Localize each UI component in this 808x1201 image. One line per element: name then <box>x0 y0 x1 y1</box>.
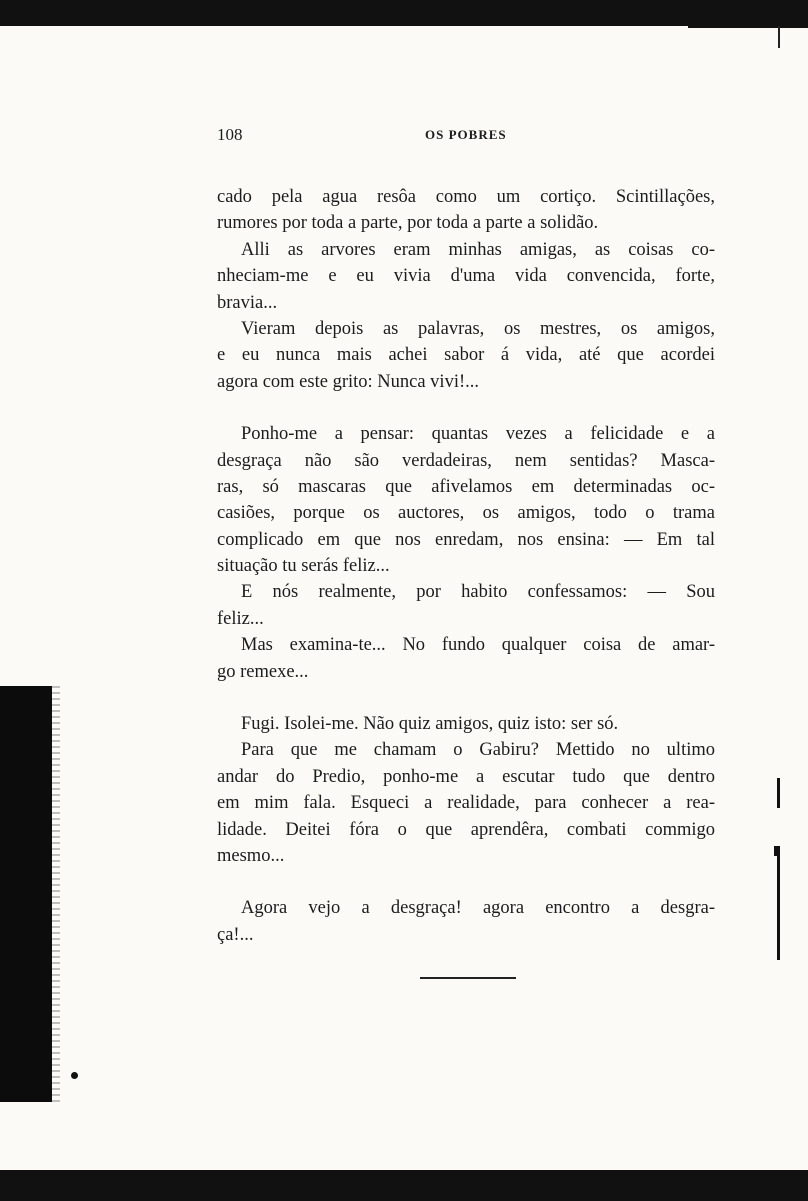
scan-top-border-tail <box>688 22 808 28</box>
scan-left-shadow <box>0 686 52 1102</box>
text-line: Alli as arvores eram minhas amigas, as coisas co- <box>241 239 715 260</box>
text-line: agora com este grito: Nunca vivi!... <box>217 371 479 392</box>
text-line: cado pela agua resôa como um cortiço. Scintillações, <box>217 187 715 207</box>
text-line: em mim fala. Esqueci a realidade, para conhecer a rea- <box>217 793 715 814</box>
text-line: Fugi. Isolei-me. Não quiz amigos, quiz isto: ser só. <box>241 714 619 735</box>
text-line: mesmo... <box>217 845 285 866</box>
text-line: lidade. Deitei fóra o que aprendêra, combati commigo <box>217 819 715 840</box>
running-title: OS POBRES <box>425 127 507 142</box>
text-line: complicado em que nos enredam, nos ensina: — Em tal <box>217 529 715 550</box>
text-line: Para que me chamam o Gabiru? Mettido no ultimo <box>241 740 715 761</box>
text-line: Ponho-me a pensar: quantas vezes a felicidade e a <box>241 424 715 445</box>
text-line: situação tu serás feliz... <box>217 556 390 577</box>
end-rule <box>420 977 516 979</box>
text-line: casiões, porque os auctores, os amigos, todo o trama <box>217 503 715 524</box>
text-line: rumores por toda a parte, por toda a parte a solidão. <box>217 213 599 234</box>
scan-bottom-border <box>0 1170 808 1201</box>
text-line: go remexe... <box>217 661 309 682</box>
scan-left-speckle <box>52 686 60 1102</box>
margin-mark <box>777 778 780 808</box>
scan-mark <box>778 26 780 48</box>
running-head <box>0 125 808 149</box>
text-line: Agora vejo a desgraça! agora encontro a desgra- <box>241 898 715 919</box>
section-break <box>217 685 715 711</box>
text-line: desgraça não são verdadeiras, nem sentidas? Masca- <box>217 450 715 471</box>
text-line: E nós realmente, por habito confessamos: — Sou <box>241 582 715 603</box>
margin-mark <box>777 846 780 960</box>
body-text <box>217 184 715 948</box>
section-break <box>217 869 715 895</box>
text-line: bravia... <box>217 292 278 313</box>
margin-mark <box>774 846 777 856</box>
text-line: Vieram depois as palavras, os mestres, os amigos, <box>241 318 715 339</box>
page-number: 108 <box>217 125 243 144</box>
text-line: ras, só mascaras que afivelamos em determinadas oc- <box>217 476 715 497</box>
text-line: e eu nunca mais achei sabor á vida, até que acordei <box>217 345 715 366</box>
text-line: nheciam-me e eu vivia d'uma vida convencida, forte, <box>217 266 715 287</box>
text-line: ça!... <box>217 924 254 945</box>
text-line: andar do Predio, ponho-me a escutar tudo que dentro <box>217 766 715 787</box>
scan-dot <box>71 1072 78 1079</box>
section-break <box>217 395 715 421</box>
text-line: feliz... <box>217 608 264 629</box>
text-line: Mas examina-te... No fundo qualquer coisa de amar- <box>241 635 715 656</box>
scan-top-border <box>0 0 808 26</box>
